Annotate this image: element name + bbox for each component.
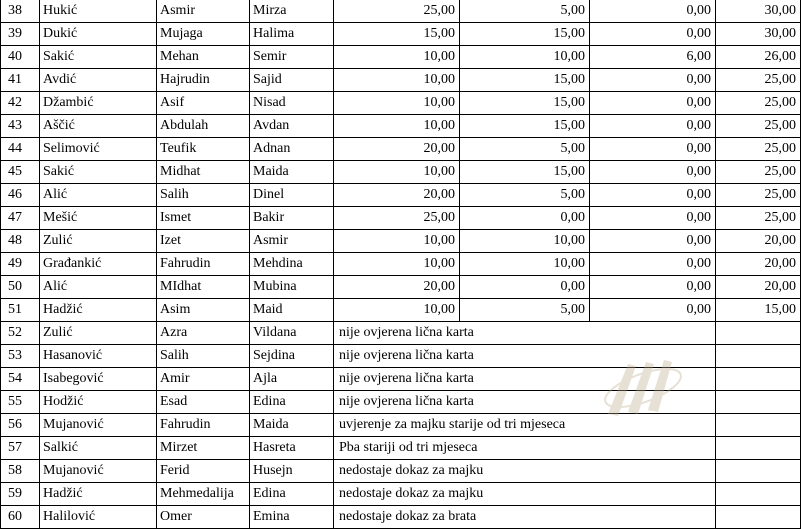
score-3-cell: 0,00 xyxy=(590,23,716,46)
total-cell: 30,00 xyxy=(716,23,801,46)
row-number: 38 xyxy=(1,0,40,23)
row-number: 47 xyxy=(1,207,40,230)
score-3-cell: 0,00 xyxy=(590,184,716,207)
surname-cell: Sakić xyxy=(40,46,157,69)
first-name-cell: Halima xyxy=(250,23,334,46)
score-2-cell: 15,00 xyxy=(460,69,590,92)
parent-name-cell: Fahrudin xyxy=(157,414,250,437)
score-1-cell: 10,00 xyxy=(334,115,460,138)
table-row-excluded xyxy=(1,322,801,345)
parent-name-cell: Salih xyxy=(157,184,250,207)
exclusion-reason-cell: uvjerenje za majku starije od tri mjeseca xyxy=(334,414,716,437)
row-number: 57 xyxy=(1,437,40,460)
score-2-cell: 15,00 xyxy=(460,23,590,46)
score-3-cell: 0,00 xyxy=(590,276,716,299)
empty-total-cell xyxy=(716,483,801,506)
row-number: 51 xyxy=(1,299,40,322)
parent-name-cell: Mehmedalija xyxy=(157,483,250,506)
row-number: 44 xyxy=(1,138,40,161)
exclusion-reason-cell: nije ovjerena lična karta xyxy=(334,368,716,391)
parent-name-cell: Mehan xyxy=(157,46,250,69)
row-number: 56 xyxy=(1,414,40,437)
parent-name-cell: Asmir xyxy=(157,0,250,23)
table-row xyxy=(1,230,801,253)
table-row-excluded xyxy=(1,460,801,483)
surname-cell: Salkić xyxy=(40,437,157,460)
total-cell: 20,00 xyxy=(716,230,801,253)
parent-name-cell: Mujaga xyxy=(157,23,250,46)
score-1-cell: 20,00 xyxy=(334,276,460,299)
empty-total-cell xyxy=(716,368,801,391)
row-number: 52 xyxy=(1,322,40,345)
score-3-cell: 0,00 xyxy=(590,299,716,322)
row-number: 41 xyxy=(1,69,40,92)
total-cell: 25,00 xyxy=(716,92,801,115)
empty-total-cell xyxy=(716,391,801,414)
total-cell: 15,00 xyxy=(716,299,801,322)
surname-cell: Hukić xyxy=(40,0,157,23)
surname-cell: Hodžić xyxy=(40,391,157,414)
row-number: 60 xyxy=(1,506,40,529)
exclusion-reason-cell: Pba stariji od tri mjeseca xyxy=(334,437,716,460)
surname-cell: Hasanović xyxy=(40,345,157,368)
table-row xyxy=(1,299,801,322)
exclusion-reason-cell: nije ovjerena lična karta xyxy=(334,345,716,368)
first-name-cell: Adnan xyxy=(250,138,334,161)
score-3-cell: 6,00 xyxy=(590,46,716,69)
score-3-cell: 0,00 xyxy=(590,253,716,276)
table-row xyxy=(1,161,801,184)
score-2-cell: 10,00 xyxy=(460,253,590,276)
first-name-cell: Vildana xyxy=(250,322,334,345)
score-3-cell: 0,00 xyxy=(590,69,716,92)
table-row-excluded xyxy=(1,391,801,414)
surname-cell: Mešić xyxy=(40,207,157,230)
table-row xyxy=(1,92,801,115)
first-name-cell: Maid xyxy=(250,299,334,322)
exclusion-reason-cell: nedostaje dokaz za majku xyxy=(334,460,716,483)
empty-total-cell xyxy=(716,345,801,368)
parent-name-cell: Amir xyxy=(157,368,250,391)
surname-cell: Zulić xyxy=(40,322,157,345)
score-2-cell: 5,00 xyxy=(460,299,590,322)
first-name-cell: Edina xyxy=(250,391,334,414)
first-name-cell: Sajid xyxy=(250,69,334,92)
first-name-cell: Hasreta xyxy=(250,437,334,460)
score-2-cell: 10,00 xyxy=(460,46,590,69)
score-2-cell: 15,00 xyxy=(460,92,590,115)
exclusion-reason-cell: nedostaje dokaz za brata xyxy=(334,506,716,529)
first-name-cell: Emina xyxy=(250,506,334,529)
score-3-cell: 0,00 xyxy=(590,207,716,230)
score-2-cell: 0,00 xyxy=(460,276,590,299)
surname-cell: Zulić xyxy=(40,230,157,253)
surname-cell: Dukić xyxy=(40,23,157,46)
first-name-cell: Mubina xyxy=(250,276,334,299)
table-row xyxy=(1,184,801,207)
table-row-excluded xyxy=(1,483,801,506)
parent-name-cell: Midhat xyxy=(157,161,250,184)
parent-name-cell: Mirzet xyxy=(157,437,250,460)
score-1-cell: 25,00 xyxy=(334,0,460,23)
parent-name-cell: MIdhat xyxy=(157,276,250,299)
first-name-cell: Nisad xyxy=(250,92,334,115)
table-row-excluded xyxy=(1,345,801,368)
surname-cell: Aščić xyxy=(40,115,157,138)
total-cell: 25,00 xyxy=(716,207,801,230)
first-name-cell: Bakir xyxy=(250,207,334,230)
parent-name-cell: Omer xyxy=(157,506,250,529)
surname-cell: Alić xyxy=(40,276,157,299)
parent-name-cell: Ismet xyxy=(157,207,250,230)
score-1-cell: 20,00 xyxy=(334,184,460,207)
row-number: 53 xyxy=(1,345,40,368)
first-name-cell: Mehdina xyxy=(250,253,334,276)
total-cell: 30,00 xyxy=(716,0,801,23)
first-name-cell: Sejdina xyxy=(250,345,334,368)
exclusion-reason-cell: nije ovjerena lična karta xyxy=(334,391,716,414)
surname-cell: Građankić xyxy=(40,253,157,276)
table-row xyxy=(1,138,801,161)
total-cell: 20,00 xyxy=(716,276,801,299)
row-number: 50 xyxy=(1,276,40,299)
empty-total-cell xyxy=(716,414,801,437)
surname-cell: Mujanović xyxy=(40,460,157,483)
table-row xyxy=(1,276,801,299)
first-name-cell: Semir xyxy=(250,46,334,69)
total-cell: 25,00 xyxy=(716,115,801,138)
surname-cell: Halilović xyxy=(40,506,157,529)
surname-cell: Isabegović xyxy=(40,368,157,391)
row-number: 39 xyxy=(1,23,40,46)
score-1-cell: 25,00 xyxy=(334,207,460,230)
row-number: 49 xyxy=(1,253,40,276)
score-2-cell: 5,00 xyxy=(460,184,590,207)
table-body xyxy=(1,0,801,529)
first-name-cell: Dinel xyxy=(250,184,334,207)
row-number: 42 xyxy=(1,92,40,115)
surname-cell: Hadžić xyxy=(40,299,157,322)
parent-name-cell: Abdulah xyxy=(157,115,250,138)
first-name-cell: Mirza xyxy=(250,0,334,23)
first-name-cell: Ajla xyxy=(250,368,334,391)
score-3-cell: 0,00 xyxy=(590,115,716,138)
parent-name-cell: Asif xyxy=(157,92,250,115)
score-1-cell: 10,00 xyxy=(334,69,460,92)
score-2-cell: 0,00 xyxy=(460,207,590,230)
row-number: 43 xyxy=(1,115,40,138)
empty-total-cell xyxy=(716,437,801,460)
score-2-cell: 5,00 xyxy=(460,138,590,161)
exclusion-reason-cell: nedostaje dokaz za majku xyxy=(334,483,716,506)
score-3-cell: 0,00 xyxy=(590,138,716,161)
empty-total-cell xyxy=(716,460,801,483)
table-row xyxy=(1,69,801,92)
total-cell: 25,00 xyxy=(716,184,801,207)
total-cell: 20,00 xyxy=(716,253,801,276)
first-name-cell: Asmir xyxy=(250,230,334,253)
score-3-cell: 0,00 xyxy=(590,230,716,253)
surname-cell: Sakić xyxy=(40,161,157,184)
parent-name-cell: Azra xyxy=(157,322,250,345)
parent-name-cell: Izet xyxy=(157,230,250,253)
score-1-cell: 10,00 xyxy=(334,92,460,115)
parent-name-cell: Hajrudin xyxy=(157,69,250,92)
surname-cell: Selimović xyxy=(40,138,157,161)
parent-name-cell: Ferid xyxy=(157,460,250,483)
score-2-cell: 15,00 xyxy=(460,161,590,184)
first-name-cell: Edina xyxy=(250,483,334,506)
row-number: 46 xyxy=(1,184,40,207)
table-row xyxy=(1,0,801,23)
score-1-cell: 15,00 xyxy=(334,23,460,46)
score-2-cell: 10,00 xyxy=(460,230,590,253)
first-name-cell: Maida xyxy=(250,414,334,437)
table-row xyxy=(1,253,801,276)
first-name-cell: Maida xyxy=(250,161,334,184)
surname-cell: Mujanović xyxy=(40,414,157,437)
parent-name-cell: Esad xyxy=(157,391,250,414)
score-2-cell: 5,00 xyxy=(460,0,590,23)
empty-total-cell xyxy=(716,506,801,529)
score-1-cell: 10,00 xyxy=(334,299,460,322)
total-cell: 25,00 xyxy=(716,161,801,184)
table-row xyxy=(1,23,801,46)
table-row-excluded xyxy=(1,414,801,437)
table-row-excluded xyxy=(1,506,801,529)
score-1-cell: 10,00 xyxy=(334,46,460,69)
score-3-cell: 0,00 xyxy=(590,92,716,115)
row-number: 45 xyxy=(1,161,40,184)
total-cell: 26,00 xyxy=(716,46,801,69)
total-cell: 25,00 xyxy=(716,69,801,92)
surname-cell: Avdić xyxy=(40,69,157,92)
score-1-cell: 10,00 xyxy=(334,161,460,184)
row-number: 59 xyxy=(1,483,40,506)
row-number: 58 xyxy=(1,460,40,483)
surname-cell: Džambić xyxy=(40,92,157,115)
surname-cell: Hadžić xyxy=(40,483,157,506)
total-cell: 25,00 xyxy=(716,138,801,161)
table-row xyxy=(1,207,801,230)
score-2-cell: 15,00 xyxy=(460,115,590,138)
table-row xyxy=(1,115,801,138)
empty-total-cell xyxy=(716,322,801,345)
score-1-cell: 20,00 xyxy=(334,138,460,161)
row-number: 54 xyxy=(1,368,40,391)
score-3-cell: 0,00 xyxy=(590,161,716,184)
score-3-cell: 0,00 xyxy=(590,0,716,23)
table-row-excluded xyxy=(1,368,801,391)
parent-name-cell: Fahrudin xyxy=(157,253,250,276)
parent-name-cell: Asim xyxy=(157,299,250,322)
surname-cell: Alić xyxy=(40,184,157,207)
score-1-cell: 10,00 xyxy=(334,230,460,253)
parent-name-cell: Salih xyxy=(157,345,250,368)
parent-name-cell: Teufik xyxy=(157,138,250,161)
row-number: 48 xyxy=(1,230,40,253)
first-name-cell: Avdan xyxy=(250,115,334,138)
score-1-cell: 10,00 xyxy=(334,253,460,276)
table-row xyxy=(1,46,801,69)
exclusion-reason-cell: nije ovjerena lična karta xyxy=(334,322,716,345)
row-number: 40 xyxy=(1,46,40,69)
first-name-cell: Husejn xyxy=(250,460,334,483)
row-number: 55 xyxy=(1,391,40,414)
table-row-excluded xyxy=(1,437,801,460)
